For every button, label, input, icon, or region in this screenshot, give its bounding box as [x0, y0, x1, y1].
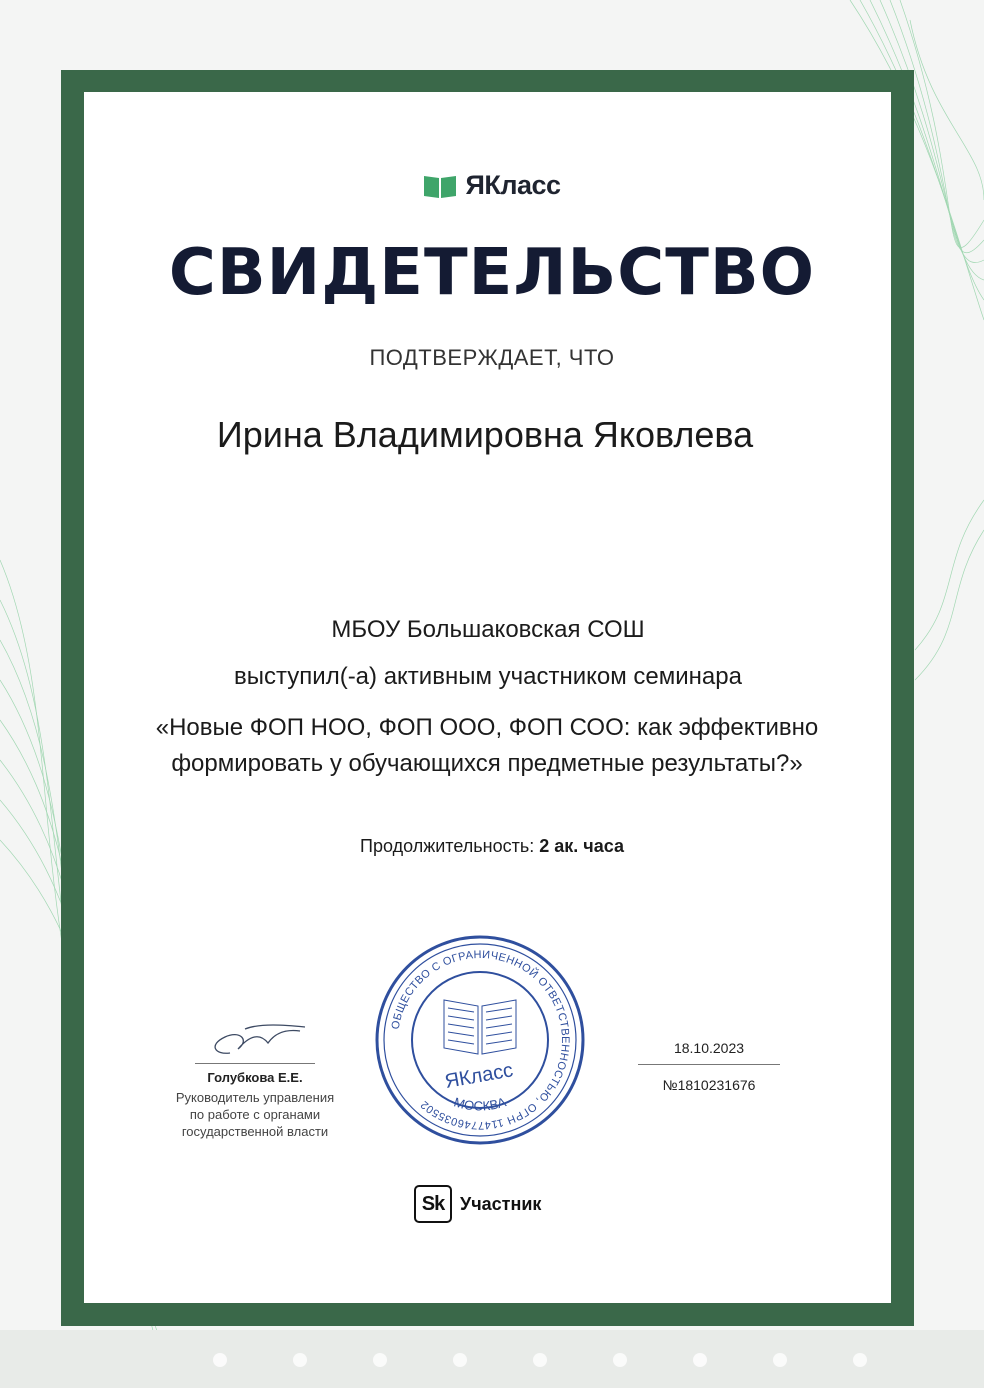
- company-stamp: [374, 934, 586, 1146]
- seminar-topic-line-1: «Новые ФОП НОО, ФОП ООО, ФОП СОО: как эффективно: [155, 714, 819, 741]
- recipient-name: Ирина Владимировна Яковлева: [216, 414, 754, 455]
- participation-text: выступил(-а) активным участником семинара: [234, 663, 742, 690]
- brand-logo: [0, 170, 984, 201]
- skolkovo-badge: [414, 1185, 541, 1223]
- date-divider: [638, 1064, 780, 1065]
- signature-line: [195, 1063, 315, 1064]
- signatory-role-line-2: по работе с органами: [189, 1107, 321, 1122]
- issue-date: 18.10.2023: [673, 1040, 745, 1056]
- confirms-text: ПОДТВЕРЖДАЕТ, ЧТО: [369, 345, 615, 370]
- signature-block: [150, 1015, 360, 1140]
- seminar-topic: [110, 710, 864, 782]
- stamp-center-text: ЯКласс: [443, 1059, 515, 1093]
- signature-icon: [190, 1015, 320, 1063]
- signatory-name: Голубкова Е.Е.: [207, 1070, 303, 1085]
- stamp-ring-text: ОБЩЕСТВО С ОГРАНИЧЕННОЙ ОТВЕТСТВЕННОСТЬЮ, ОГРН 1147746035502: [389, 948, 572, 1132]
- certificate-number: №1810231676: [662, 1077, 756, 1093]
- duration-label: Продолжительность:: [360, 836, 535, 856]
- duration: [0, 836, 984, 857]
- seminar-topic-line-2: формировать у обучающихся предметные результаты?»: [171, 750, 803, 777]
- book-icon: [423, 174, 457, 198]
- skolkovo-logo: Sk: [414, 1185, 452, 1223]
- duration-value: 2 ак. часа: [539, 836, 624, 856]
- signatory-role: [150, 1089, 360, 1140]
- signatory-role-line-3: государственной власти: [181, 1124, 329, 1139]
- organization-name: МБОУ Большаковская СОШ: [331, 616, 645, 643]
- signatory-role-line-1: Руководитель управления: [175, 1090, 335, 1105]
- certificate-title: СВИДЕТЕЛЬСТВО: [168, 236, 816, 310]
- stamp-bottom-text: МОСКВА: [452, 1094, 508, 1114]
- brand-name: ЯКласс: [465, 170, 561, 200]
- issue-details: [638, 1040, 780, 1093]
- skolkovo-label: Участник: [460, 1193, 542, 1214]
